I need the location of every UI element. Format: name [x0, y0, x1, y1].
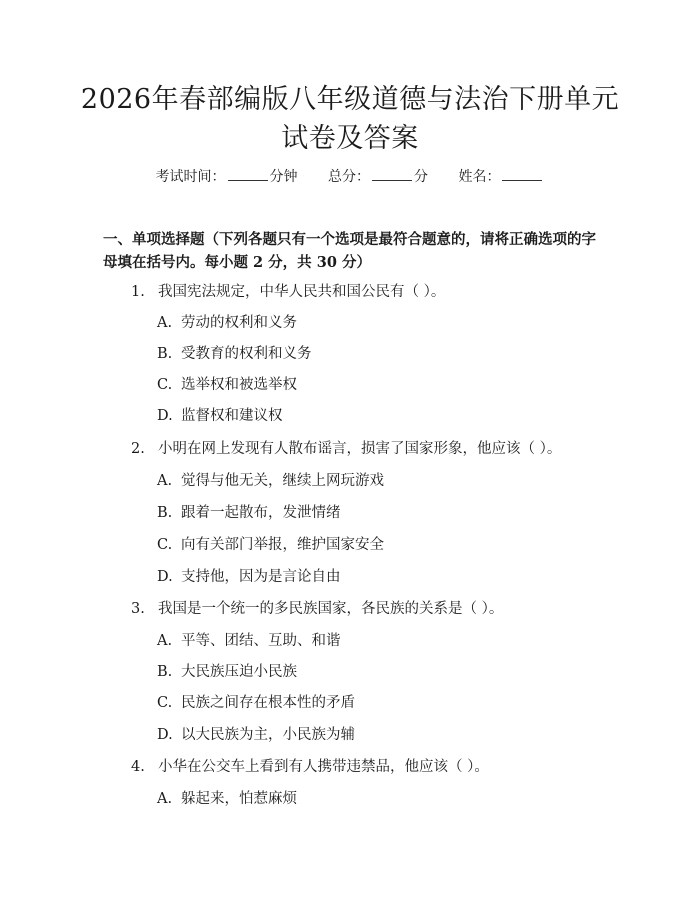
option-text: 平等、团结、互助、和谐 [181, 633, 341, 649]
option-letter: B. [157, 505, 173, 521]
section-1-heading: 一、单项选择题（下列各题只有一个选项是最符合题意的，请将正确选项的字母填在括号内。每小题 2 分，共 30 分） [103, 231, 596, 271]
question-3-option-c [157, 692, 355, 714]
question-text: 我国宪法规定，中华人民共和国公民有（ ）。 [158, 284, 446, 300]
exam-time-field [156, 166, 298, 188]
student-name-field [458, 166, 544, 188]
option-text: 民族之间存在根本性的矛盾 [181, 695, 355, 711]
total-score-blank [372, 167, 412, 181]
option-text: 躲起来，怕惹麻烦 [181, 791, 297, 807]
option-text: 支持他，因为是言论自由 [181, 569, 341, 585]
student-name-blank [502, 167, 542, 181]
option-letter: D. [157, 569, 173, 585]
question-2 [131, 438, 561, 460]
document-title-line-1: 2026年春部编版八年级道德与法治下册单元 [80, 84, 620, 115]
student-name-label: 姓名： [458, 169, 501, 185]
question-3-option-d [157, 724, 355, 746]
exam-time-label: 考试时间： [155, 169, 226, 185]
option-letter: B. [157, 346, 173, 362]
exam-info-line [0, 166, 700, 188]
question-1-option-b [157, 343, 312, 365]
option-letter: C. [157, 695, 173, 711]
question-number: 2. [131, 441, 145, 457]
option-letter: A. [157, 315, 173, 331]
question-4 [131, 756, 489, 778]
question-number: 3. [131, 601, 145, 617]
option-letter: A. [157, 473, 173, 489]
option-letter: C. [157, 377, 173, 393]
exam-time-blank [228, 167, 268, 181]
option-letter: A. [157, 633, 173, 649]
option-text: 劳动的权利和义务 [181, 315, 297, 331]
total-score-field [328, 166, 428, 188]
question-text: 小明在网上发现有人散布谣言，损害了国家形象，他应该（ ）。 [158, 441, 562, 457]
option-letter: C. [157, 537, 173, 553]
question-3 [131, 598, 503, 620]
question-2-option-d [157, 566, 341, 588]
exam-time-unit: 分钟 [269, 169, 298, 185]
question-number: 1. [131, 284, 145, 300]
option-text: 选举权和被选举权 [181, 377, 297, 393]
question-1-option-d [157, 405, 283, 427]
option-letter: B. [157, 664, 173, 680]
question-1 [131, 281, 445, 303]
option-text: 以大民族为主，小民族为辅 [181, 727, 355, 743]
option-text: 受教育的权利和义务 [181, 346, 312, 362]
question-text: 小华在公交车上看到有人携带违禁品，他应该（ ）。 [158, 759, 489, 775]
question-3-option-a [157, 630, 341, 652]
option-text: 向有关部门举报，维护国家安全 [181, 537, 384, 553]
option-text: 监督权和建议权 [181, 408, 283, 424]
question-number: 4. [131, 759, 145, 775]
question-2-option-a [157, 470, 384, 492]
document-title-line-2: 试卷及答案 [281, 123, 419, 154]
option-text: 大民族压迫小民族 [181, 664, 297, 680]
question-2-option-c [157, 534, 384, 556]
question-3-option-b [157, 661, 297, 683]
question-text: 我国是一个统一的多民族国家，各民族的关系是（ ）。 [158, 601, 504, 617]
question-2-option-b [157, 502, 341, 524]
option-text: 觉得与他无关，继续上网玩游戏 [181, 473, 384, 489]
question-1-option-a [157, 312, 297, 334]
option-text: 跟着一起散布，发泄情绪 [181, 505, 341, 521]
total-score-label: 总分： [328, 169, 370, 185]
option-letter: D. [157, 727, 173, 743]
option-letter: D. [157, 408, 173, 424]
option-letter: A. [157, 791, 173, 807]
question-4-option-a [157, 788, 297, 810]
total-score-unit: 分 [414, 169, 428, 185]
question-1-option-c [157, 374, 297, 396]
